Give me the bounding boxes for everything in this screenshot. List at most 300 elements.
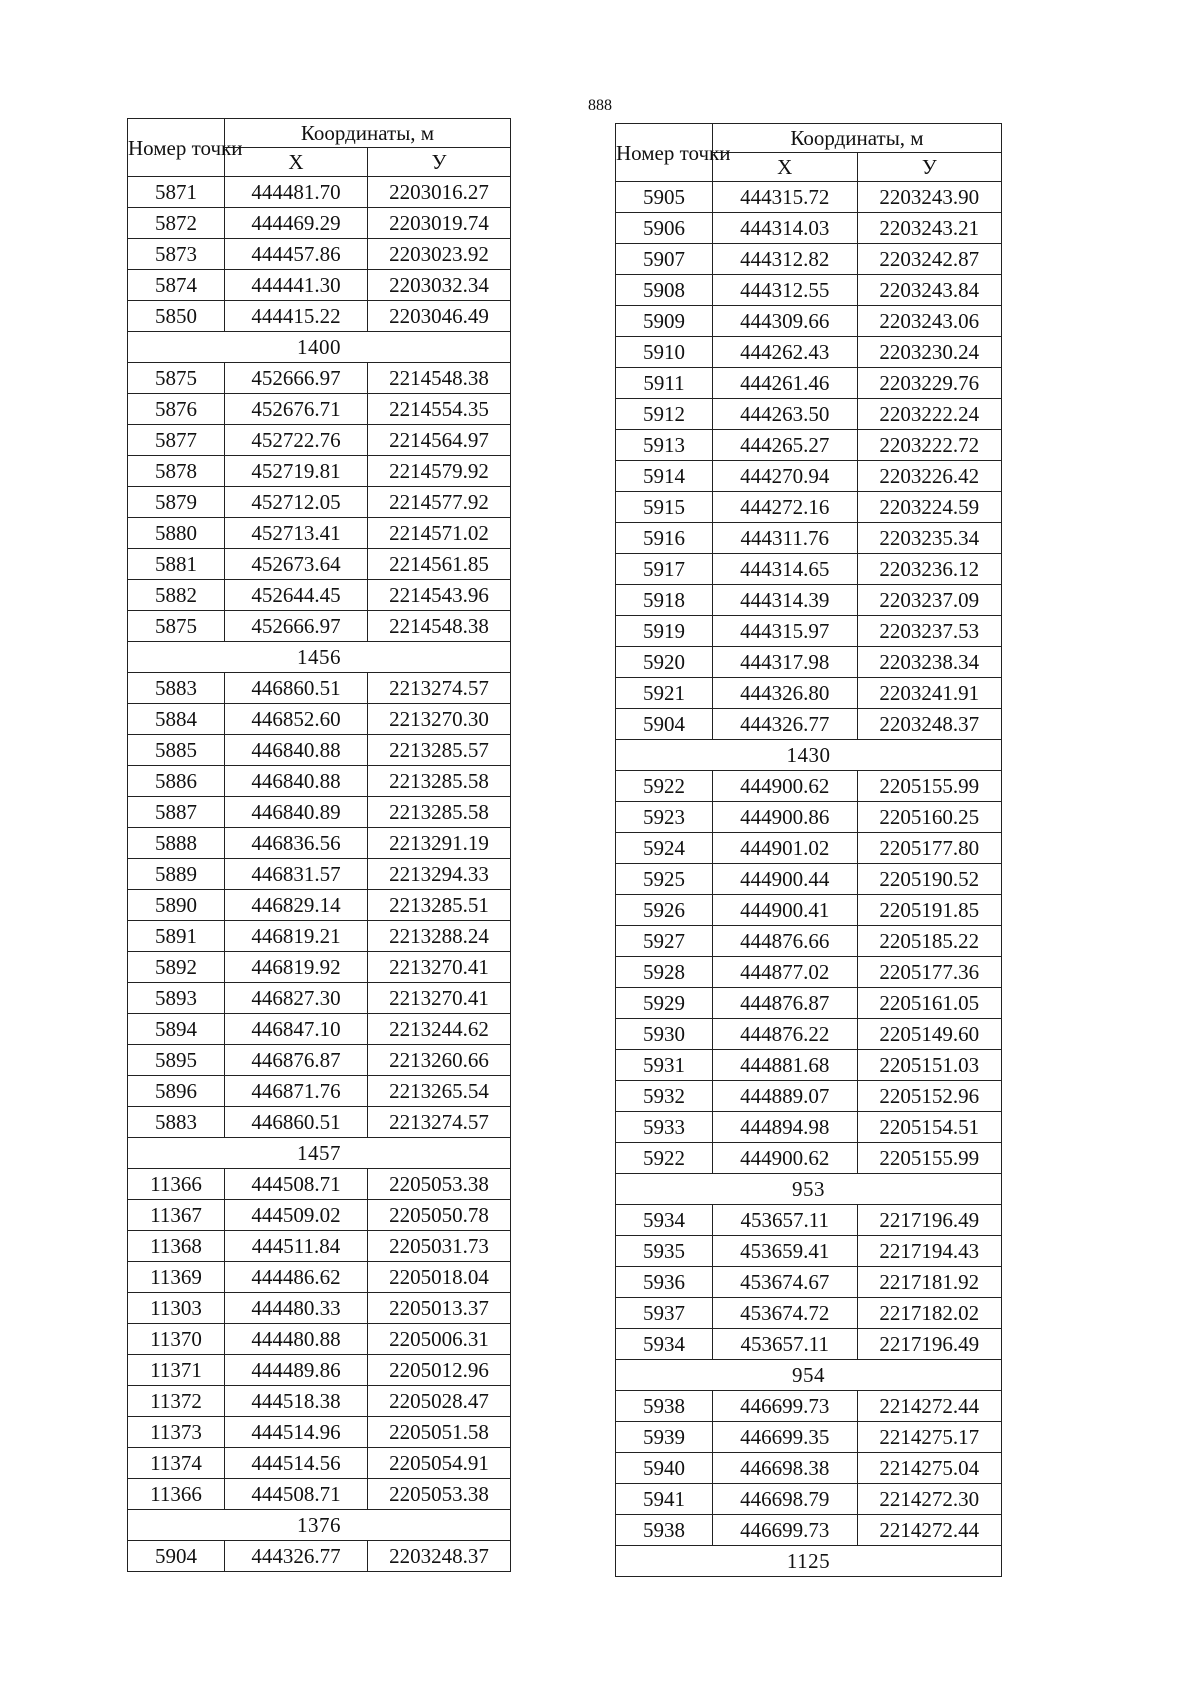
table-row (128, 518, 511, 549)
point-number-cell: 5888 (128, 828, 225, 859)
y-coordinate-cell: 2214272.44 (857, 1515, 1002, 1546)
point-number-cell: 11370 (128, 1324, 225, 1355)
table-row (128, 177, 511, 208)
y-coordinate-cell: 2205028.47 (368, 1386, 511, 1417)
point-number-cell: 5938 (616, 1391, 713, 1422)
y-header: У (368, 148, 511, 177)
table-row (128, 611, 511, 642)
y-coordinate-cell: 2203243.90 (857, 182, 1002, 213)
point-number-cell: 5922 (616, 771, 713, 802)
x-coordinate-cell: 444518.38 (225, 1386, 368, 1417)
y-coordinate-cell: 2203248.37 (857, 709, 1002, 740)
point-number-cell: 5939 (616, 1422, 713, 1453)
table-row (128, 673, 511, 704)
x-coordinate-cell: 444900.44 (713, 864, 858, 895)
point-number-cell: 5918 (616, 585, 713, 616)
point-number-cell: 5881 (128, 549, 225, 580)
x-coordinate-cell: 444265.27 (713, 430, 858, 461)
y-coordinate-cell: 2217196.49 (857, 1329, 1002, 1360)
point-number-cell: 5912 (616, 399, 713, 430)
x-coordinate-cell: 444900.62 (713, 1143, 858, 1174)
x-coordinate-cell: 444876.87 (713, 988, 858, 1019)
table-row (128, 1076, 511, 1107)
page-number: 888 (588, 97, 612, 114)
table-row (128, 1293, 511, 1324)
table-row (128, 735, 511, 766)
table-row (616, 368, 1002, 399)
table-body-right (616, 124, 1002, 1577)
y-coordinate-cell: 2203016.27 (368, 177, 511, 208)
point-number-cell: 5907 (616, 244, 713, 275)
table-row (616, 244, 1002, 275)
y-coordinate-cell: 2214561.85 (368, 549, 511, 580)
table-row (616, 275, 1002, 306)
y-coordinate-cell: 2203229.76 (857, 368, 1002, 399)
y-coordinate-cell: 2203222.24 (857, 399, 1002, 430)
x-coordinate-cell: 453674.72 (713, 1298, 858, 1329)
table-row (616, 306, 1002, 337)
x-coordinate-cell: 444415.22 (225, 301, 368, 332)
table-row (128, 363, 511, 394)
x-coordinate-cell: 446840.88 (225, 766, 368, 797)
x-coordinate-cell: 452712.05 (225, 487, 368, 518)
x-coordinate-cell: 444261.46 (713, 368, 858, 399)
y-coordinate-cell: 2203235.34 (857, 523, 1002, 554)
x-coordinate-cell: 446819.92 (225, 952, 368, 983)
table-row (616, 988, 1002, 1019)
y-coordinate-cell: 2217181.92 (857, 1267, 1002, 1298)
point-number-cell: 5938 (616, 1515, 713, 1546)
table-row (128, 766, 511, 797)
y-coordinate-cell: 2203236.12 (857, 554, 1002, 585)
group-label: 1457 (128, 1138, 511, 1169)
x-coordinate-cell: 446699.73 (713, 1515, 858, 1546)
table-row (616, 182, 1002, 213)
point-number-cell: 5925 (616, 864, 713, 895)
table-row (616, 430, 1002, 461)
table-row (616, 213, 1002, 244)
point-number-cell: 5873 (128, 239, 225, 270)
point-number-cell: 5931 (616, 1050, 713, 1081)
x-coordinate-cell: 446860.51 (225, 1107, 368, 1138)
x-coordinate-cell: 444901.02 (713, 833, 858, 864)
x-coordinate-cell: 444508.71 (225, 1479, 368, 1510)
x-coordinate-cell: 446840.89 (225, 797, 368, 828)
point-number-cell: 5880 (128, 518, 225, 549)
x-coordinate-cell: 444481.70 (225, 177, 368, 208)
point-number-cell: 5904 (616, 709, 713, 740)
x-coordinate-cell: 444263.50 (713, 399, 858, 430)
table-row (616, 864, 1002, 895)
table-row (616, 399, 1002, 430)
y-coordinate-cell: 2203032.34 (368, 270, 511, 301)
table-row (128, 239, 511, 270)
point-number-cell: 5909 (616, 306, 713, 337)
x-header: Х (713, 153, 858, 182)
x-coordinate-cell: 444312.55 (713, 275, 858, 306)
x-coordinate-cell: 444894.98 (713, 1112, 858, 1143)
y-coordinate-cell: 2205154.51 (857, 1112, 1002, 1143)
y-coordinate-cell: 2214579.92 (368, 456, 511, 487)
point-number-cell: 5932 (616, 1081, 713, 1112)
point-number-cell: 5872 (128, 208, 225, 239)
x-coordinate-cell: 452666.97 (225, 363, 368, 394)
coordinates-table-right (615, 123, 1002, 1577)
x-coordinate-cell: 444900.41 (713, 895, 858, 926)
x-coordinate-cell: 446836.56 (225, 828, 368, 859)
y-coordinate-cell: 2214272.30 (857, 1484, 1002, 1515)
y-coordinate-cell: 2203019.74 (368, 208, 511, 239)
table-row (128, 394, 511, 425)
table-row (128, 1169, 511, 1200)
y-coordinate-cell: 2214554.35 (368, 394, 511, 425)
x-coordinate-cell: 444441.30 (225, 270, 368, 301)
point-number-cell: 11367 (128, 1200, 225, 1231)
y-coordinate-cell: 2213270.41 (368, 983, 511, 1014)
point-number-cell: 5885 (128, 735, 225, 766)
x-coordinate-cell: 444262.43 (713, 337, 858, 368)
x-coordinate-cell: 446852.60 (225, 704, 368, 735)
point-number-cell: 5930 (616, 1019, 713, 1050)
table-row (616, 802, 1002, 833)
x-coordinate-cell: 444315.97 (713, 616, 858, 647)
table-row (616, 554, 1002, 585)
y-coordinate-cell: 2213270.30 (368, 704, 511, 735)
y-coordinate-cell: 2205054.91 (368, 1448, 511, 1479)
x-coordinate-cell: 446871.76 (225, 1076, 368, 1107)
point-number-header: Номер точки (616, 124, 713, 182)
y-coordinate-cell: 2203243.06 (857, 306, 1002, 337)
point-number-cell: 5878 (128, 456, 225, 487)
y-coordinate-cell: 2213285.57 (368, 735, 511, 766)
y-coordinate-cell: 2205155.99 (857, 1143, 1002, 1174)
point-number-cell: 5875 (128, 363, 225, 394)
coordinates-header: Координаты, м (225, 119, 511, 148)
x-coordinate-cell: 444514.96 (225, 1417, 368, 1448)
group-row (128, 1510, 511, 1541)
y-coordinate-cell: 2203242.87 (857, 244, 1002, 275)
table-row (616, 523, 1002, 554)
point-number-cell: 5920 (616, 647, 713, 678)
y-coordinate-cell: 2205006.31 (368, 1324, 511, 1355)
x-coordinate-cell: 452676.71 (225, 394, 368, 425)
x-coordinate-cell: 444514.56 (225, 1448, 368, 1479)
table-row (128, 1200, 511, 1231)
coordinates-table-left (127, 118, 511, 1572)
point-number-cell: 5896 (128, 1076, 225, 1107)
y-coordinate-cell: 2205053.38 (368, 1479, 511, 1510)
y-coordinate-cell: 2214548.38 (368, 363, 511, 394)
group-label: 1376 (128, 1510, 511, 1541)
point-number-cell: 11369 (128, 1262, 225, 1293)
point-number-cell: 5895 (128, 1045, 225, 1076)
y-coordinate-cell: 2203023.92 (368, 239, 511, 270)
x-coordinate-cell: 444489.86 (225, 1355, 368, 1386)
y-coordinate-cell: 2213260.66 (368, 1045, 511, 1076)
group-label: 1456 (128, 642, 511, 673)
point-number-cell: 11366 (128, 1479, 225, 1510)
x-coordinate-cell: 444457.86 (225, 239, 368, 270)
point-number-cell: 5886 (128, 766, 225, 797)
y-coordinate-cell: 2214543.96 (368, 580, 511, 611)
table-row (128, 983, 511, 1014)
x-coordinate-cell: 444326.80 (713, 678, 858, 709)
table-row (128, 1107, 511, 1138)
point-number-cell: 5913 (616, 430, 713, 461)
x-coordinate-cell: 453657.11 (713, 1329, 858, 1360)
x-coordinate-cell: 446860.51 (225, 673, 368, 704)
y-coordinate-cell: 2205151.03 (857, 1050, 1002, 1081)
group-row (616, 1174, 1002, 1205)
group-label: 1430 (616, 740, 1002, 771)
table-row (616, 833, 1002, 864)
table-row (616, 461, 1002, 492)
y-coordinate-cell: 2203222.72 (857, 430, 1002, 461)
x-coordinate-cell: 444314.39 (713, 585, 858, 616)
y-coordinate-cell: 2213291.19 (368, 828, 511, 859)
point-number-cell: 5910 (616, 337, 713, 368)
point-number-cell: 5929 (616, 988, 713, 1019)
y-coordinate-cell: 2203046.49 (368, 301, 511, 332)
table-row (128, 1045, 511, 1076)
group-row (616, 1360, 1002, 1391)
x-coordinate-cell: 446829.14 (225, 890, 368, 921)
table-row (616, 647, 1002, 678)
y-coordinate-cell: 2205050.78 (368, 1200, 511, 1231)
y-coordinate-cell: 2213285.58 (368, 797, 511, 828)
x-coordinate-cell: 444900.86 (713, 802, 858, 833)
point-number-cell: 11366 (128, 1169, 225, 1200)
point-number-cell: 5917 (616, 554, 713, 585)
table-row (128, 270, 511, 301)
table-row (128, 301, 511, 332)
y-coordinate-cell: 2205012.96 (368, 1355, 511, 1386)
table-row (128, 1448, 511, 1479)
table-row (128, 1262, 511, 1293)
point-number-cell: 5940 (616, 1453, 713, 1484)
table-row (616, 1205, 1002, 1236)
y-coordinate-cell: 2205177.80 (857, 833, 1002, 864)
table-row (616, 616, 1002, 647)
group-label: 954 (616, 1360, 1002, 1391)
y-coordinate-cell: 2205152.96 (857, 1081, 1002, 1112)
point-number-cell: 5887 (128, 797, 225, 828)
y-coordinate-cell: 2205018.04 (368, 1262, 511, 1293)
y-coordinate-cell: 2214571.02 (368, 518, 511, 549)
header-row (128, 119, 511, 148)
y-coordinate-cell: 2214577.92 (368, 487, 511, 518)
point-number-cell: 5933 (616, 1112, 713, 1143)
point-number-cell: 11371 (128, 1355, 225, 1386)
point-number-cell: 5906 (616, 213, 713, 244)
y-coordinate-cell: 2214564.97 (368, 425, 511, 456)
table-row (616, 1422, 1002, 1453)
y-coordinate-cell: 2217196.49 (857, 1205, 1002, 1236)
point-number-cell: 5911 (616, 368, 713, 399)
point-number-cell: 5875 (128, 611, 225, 642)
table-row (128, 549, 511, 580)
table-row (128, 704, 511, 735)
y-coordinate-cell: 2213270.41 (368, 952, 511, 983)
y-coordinate-cell: 2214275.04 (857, 1453, 1002, 1484)
y-coordinate-cell: 2205051.58 (368, 1417, 511, 1448)
point-number-cell: 11368 (128, 1231, 225, 1262)
point-number-cell: 5921 (616, 678, 713, 709)
point-number-cell: 5934 (616, 1205, 713, 1236)
table-row (128, 1324, 511, 1355)
x-coordinate-cell: 444511.84 (225, 1231, 368, 1262)
point-number-cell: 5924 (616, 833, 713, 864)
x-coordinate-cell: 444480.88 (225, 1324, 368, 1355)
y-coordinate-cell: 2205161.05 (857, 988, 1002, 1019)
x-coordinate-cell: 444881.68 (713, 1050, 858, 1081)
coordinates-header: Координаты, м (713, 124, 1002, 153)
point-number-cell: 5850 (128, 301, 225, 332)
y-coordinate-cell: 2203238.34 (857, 647, 1002, 678)
y-coordinate-cell: 2213244.62 (368, 1014, 511, 1045)
group-row (616, 740, 1002, 771)
point-number-cell: 5889 (128, 859, 225, 890)
x-coordinate-cell: 446699.35 (713, 1422, 858, 1453)
point-number-cell: 5935 (616, 1236, 713, 1267)
table-row (128, 1355, 511, 1386)
x-coordinate-cell: 452644.45 (225, 580, 368, 611)
point-number-cell: 11374 (128, 1448, 225, 1479)
x-coordinate-cell: 444508.71 (225, 1169, 368, 1200)
table-row (616, 1329, 1002, 1360)
y-coordinate-cell: 2203243.84 (857, 275, 1002, 306)
x-coordinate-cell: 446831.57 (225, 859, 368, 890)
point-number-cell: 5928 (616, 957, 713, 988)
table-row (616, 1484, 1002, 1515)
table-row (616, 926, 1002, 957)
y-coordinate-cell: 2205185.22 (857, 926, 1002, 957)
y-coordinate-cell: 2205160.25 (857, 802, 1002, 833)
point-number-cell: 5937 (616, 1298, 713, 1329)
table-row (616, 1453, 1002, 1484)
point-number-cell: 5905 (616, 182, 713, 213)
point-number-cell: 5923 (616, 802, 713, 833)
x-coordinate-cell: 452722.76 (225, 425, 368, 456)
table-row (128, 828, 511, 859)
y-coordinate-cell: 2203237.09 (857, 585, 1002, 616)
x-coordinate-cell: 446827.30 (225, 983, 368, 1014)
x-coordinate-cell: 452713.41 (225, 518, 368, 549)
x-coordinate-cell: 444317.98 (713, 647, 858, 678)
point-number-cell: 5877 (128, 425, 225, 456)
table-row (616, 1515, 1002, 1546)
table-row (128, 952, 511, 983)
point-number-cell: 11303 (128, 1293, 225, 1324)
y-header: У (857, 153, 1002, 182)
table-row (128, 890, 511, 921)
x-coordinate-cell: 444876.66 (713, 926, 858, 957)
y-coordinate-cell: 2213294.33 (368, 859, 511, 890)
table-row (616, 337, 1002, 368)
x-coordinate-cell: 452719.81 (225, 456, 368, 487)
table-row (616, 1267, 1002, 1298)
x-coordinate-cell: 444469.29 (225, 208, 368, 239)
point-number-cell: 5883 (128, 1107, 225, 1138)
x-coordinate-cell: 444480.33 (225, 1293, 368, 1324)
point-number-cell: 5884 (128, 704, 225, 735)
group-label: 953 (616, 1174, 1002, 1205)
x-coordinate-cell: 446847.10 (225, 1014, 368, 1045)
x-coordinate-cell: 446876.87 (225, 1045, 368, 1076)
group-row (128, 1138, 511, 1169)
point-number-cell: 5916 (616, 523, 713, 554)
y-coordinate-cell: 2214275.17 (857, 1422, 1002, 1453)
x-coordinate-cell: 444889.07 (713, 1081, 858, 1112)
x-coordinate-cell: 453659.41 (713, 1236, 858, 1267)
x-coordinate-cell: 444486.62 (225, 1262, 368, 1293)
table-row (616, 678, 1002, 709)
x-coordinate-cell: 444876.22 (713, 1019, 858, 1050)
y-coordinate-cell: 2205177.36 (857, 957, 1002, 988)
table-row (616, 585, 1002, 616)
table-row (616, 895, 1002, 926)
table-row (128, 208, 511, 239)
y-coordinate-cell: 2205155.99 (857, 771, 1002, 802)
point-number-cell: 5934 (616, 1329, 713, 1360)
x-coordinate-cell: 446698.38 (713, 1453, 858, 1484)
point-number-cell: 5893 (128, 983, 225, 1014)
table-row (128, 456, 511, 487)
x-coordinate-cell: 444272.16 (713, 492, 858, 523)
y-coordinate-cell: 2214548.38 (368, 611, 511, 642)
y-coordinate-cell: 2203241.91 (857, 678, 1002, 709)
x-coordinate-cell: 453674.67 (713, 1267, 858, 1298)
x-coordinate-cell: 444309.66 (713, 306, 858, 337)
y-coordinate-cell: 2213265.54 (368, 1076, 511, 1107)
point-number-cell: 5922 (616, 1143, 713, 1174)
table-row (616, 492, 1002, 523)
table-row (128, 487, 511, 518)
table-row (128, 580, 511, 611)
point-number-cell: 5890 (128, 890, 225, 921)
table-row (128, 921, 511, 952)
x-coordinate-cell: 444314.65 (713, 554, 858, 585)
x-coordinate-cell: 446698.79 (713, 1484, 858, 1515)
x-coordinate-cell: 444312.82 (713, 244, 858, 275)
y-coordinate-cell: 2203248.37 (368, 1541, 511, 1572)
point-number-cell: 5874 (128, 270, 225, 301)
table-row (128, 1541, 511, 1572)
x-header: Х (225, 148, 368, 177)
x-coordinate-cell: 452666.97 (225, 611, 368, 642)
table-row (128, 1386, 511, 1417)
x-coordinate-cell: 444326.77 (225, 1541, 368, 1572)
point-number-header: Номер точки (128, 119, 225, 177)
x-coordinate-cell: 446699.73 (713, 1391, 858, 1422)
x-coordinate-cell: 453657.11 (713, 1205, 858, 1236)
x-coordinate-cell: 444270.94 (713, 461, 858, 492)
y-coordinate-cell: 2205013.37 (368, 1293, 511, 1324)
y-coordinate-cell: 2213285.58 (368, 766, 511, 797)
table-row (616, 1298, 1002, 1329)
point-number-cell: 5883 (128, 673, 225, 704)
y-coordinate-cell: 2205191.85 (857, 895, 1002, 926)
point-number-cell: 5891 (128, 921, 225, 952)
x-coordinate-cell: 444315.72 (713, 182, 858, 213)
table-row (128, 1014, 511, 1045)
table-row (616, 1019, 1002, 1050)
table-row (128, 1417, 511, 1448)
point-number-cell: 11373 (128, 1417, 225, 1448)
y-coordinate-cell: 2203230.24 (857, 337, 1002, 368)
group-row (616, 1546, 1002, 1577)
group-row (128, 332, 511, 363)
